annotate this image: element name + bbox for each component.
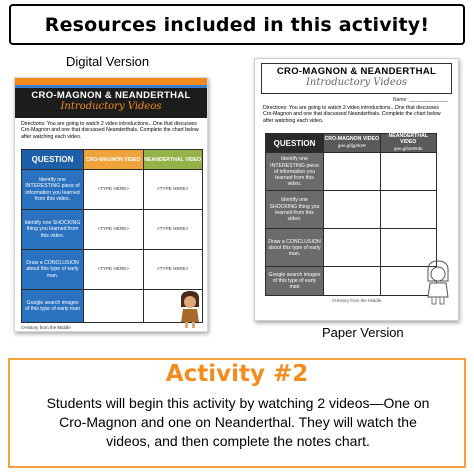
digital-worksheet-preview: [14, 77, 208, 332]
blank-cell: [324, 191, 381, 229]
blank-cell: [324, 229, 381, 267]
worksheet-title: CRO-MAGNON & NEANDERTHAL: [31, 90, 191, 101]
nea-video-link: goo.gl/4s9Xdo: [393, 145, 423, 151]
activity-box: [8, 358, 466, 468]
row-label: Draw a CONCLUSION about this type of early man.: [266, 229, 324, 267]
activity-line: Cro-Magnon and one on Neanderthal. They will watch the: [59, 414, 417, 430]
blank-cell: [324, 267, 381, 296]
activity-title: Activity #2: [165, 361, 309, 387]
row-label: Draw a CONCLUSION about this type of early man.: [22, 250, 84, 290]
activity-line: videos, and then complete the notes chart.: [106, 433, 370, 449]
table-row: [266, 191, 437, 229]
activity-description: [16, 394, 460, 451]
orange-stripe: [15, 78, 207, 85]
worksheet-header: [15, 85, 207, 118]
row-label: Identify one SHOCKING thing you learned from this video.: [266, 191, 324, 229]
header-cro-label: CRO-MAGNON VIDEO: [324, 135, 379, 142]
notes-chart: [21, 149, 203, 323]
type-here-cell[interactable]: <TYPE HERE>: [84, 250, 144, 290]
type-here-cell[interactable]: <TYPE HERE>: [143, 250, 203, 290]
header-neanderthal: NEANDERTHAL VIDEO: [143, 150, 203, 170]
header-nea-label: NEANDERTHAL VIDEO: [388, 133, 428, 145]
header-question: QUESTION: [266, 134, 324, 153]
cro-video-link: goo.gl/jg4h3H: [337, 142, 366, 148]
type-here-cell[interactable]: <TYPE HERE>: [143, 170, 203, 210]
row-label: Identify one INTERESTING piece of information you learned from this video.: [22, 170, 84, 210]
worksheet-title: CRO-MAGNON & NEANDERTHAL: [276, 66, 437, 77]
notes-chart: [265, 133, 437, 296]
type-here-cell[interactable]: <TYPE HERE>: [84, 170, 144, 210]
row-label: Identify one SHOCKING thing you learned from this video.: [22, 210, 84, 250]
blank-cell: [380, 153, 437, 191]
header-question: QUESTION: [22, 150, 84, 170]
table-row: [266, 267, 437, 296]
worksheet-subtitle: Introductory Videos: [305, 77, 407, 88]
blank-cell: [380, 191, 437, 229]
header-banner: [9, 4, 465, 45]
worksheet-subtitle: Introductory Videos: [60, 101, 162, 112]
row-label: Identify one INTERESTING piece of information you learned from this video.: [266, 153, 324, 191]
worksheet-directions: Directions: You are going to watch 2 video introductions...One that discusses Cro-Magnon and one that discussed Neanderthals. Complete the chart below after watching each video.: [21, 121, 199, 140]
image-cell[interactable]: [84, 290, 144, 323]
header-cro-magnon: [324, 134, 381, 153]
table-row: [22, 210, 203, 250]
paper-version-caption: Paper Version: [322, 325, 404, 340]
table-row: [22, 170, 203, 210]
table-row: [22, 250, 203, 290]
cave-girl-sketch-icon: [423, 259, 453, 307]
paper-worksheet-preview: [254, 58, 459, 321]
header-cro-magnon: CRO-MAGNON VIDEO: [84, 150, 144, 170]
activity-line: Students will begin this activity by watching 2 videos—One on: [46, 395, 430, 411]
row-label: Google search images of this type of early man: [266, 267, 324, 296]
worksheet-credit: ©History from the Middle: [331, 298, 382, 304]
type-here-cell[interactable]: <TYPE HERE>: [84, 210, 144, 250]
header-neanderthal: [380, 134, 437, 153]
row-label: Google search images of this type of early man: [22, 290, 84, 323]
table-row: [22, 290, 203, 323]
cave-girl-illustration-icon: [177, 290, 203, 330]
digital-version-caption: Digital Version: [66, 54, 150, 69]
worksheet-header: [261, 63, 452, 94]
table-row: [266, 229, 437, 267]
name-line: Name: ______________: [392, 97, 448, 103]
worksheet-directions: Directions: You are going to watch 2 video introductions...One that discusses Cro-Magnon and one that discussed Neanderthals. Complete the chart below after watching each video.: [263, 105, 441, 124]
blank-cell: [324, 153, 381, 191]
table-row: [266, 153, 437, 191]
type-here-cell[interactable]: <TYPE HERE>: [143, 210, 203, 250]
banner-title: Resources included in this activity!: [44, 13, 430, 36]
worksheet-credit: ©History from the Middle: [21, 325, 71, 330]
